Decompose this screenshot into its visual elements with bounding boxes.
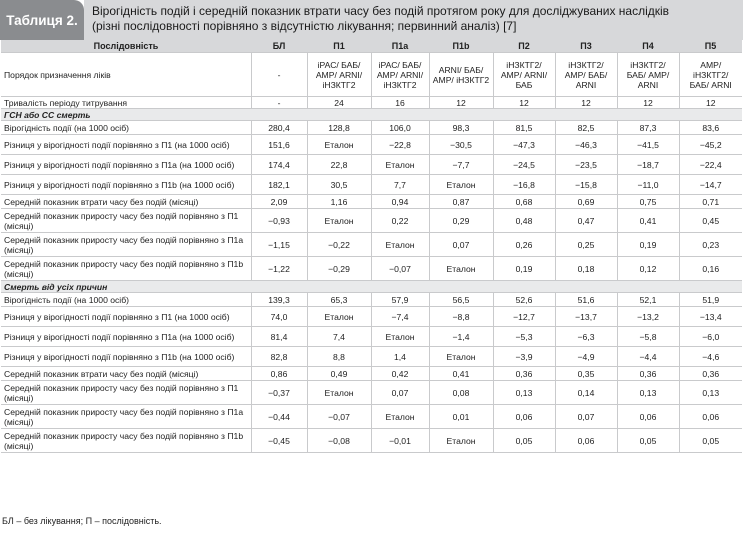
duration-row [1,97,742,109]
table-cell: 0,36 [617,367,679,381]
table-cell: −6,3 [555,327,617,347]
table-cell: 0,94 [371,195,429,209]
row-label: Тривалість періоду титрування [1,97,251,109]
table-cell: −14,7 [679,175,742,195]
row-label: Різниця у вірогідності події порівняно з П1а (на 1000 осіб) [1,327,251,347]
table-cell: 1,4 [371,347,429,367]
table-cell: 0,13 [679,381,742,405]
table-cell: 0,41 [429,367,493,381]
table-cell: 0,13 [617,381,679,405]
table-cell: 0,22 [371,209,429,233]
table-cell: іРАС/ БАБ/ АМР/ ARNI/ іНЗКТГ2 [307,53,371,97]
table-cell: 0,05 [617,429,679,453]
table-cell: 0,19 [617,233,679,257]
table-cell: Еталон [429,347,493,367]
table-title-line-2: (різні послідовності порівняно з відсутністю лікування; первинний аналіз) [7] [92,19,517,33]
table-cell: 0,14 [555,381,617,405]
table-cell: −47,3 [493,135,555,155]
table-cell: −5,8 [617,327,679,347]
table-cell: 0,18 [555,257,617,281]
table-cell: 24 [307,97,371,109]
table-cell: −7,4 [371,307,429,327]
table-cell: Еталон [307,307,371,327]
table-row [1,367,742,381]
table-cell: 280,4 [251,121,307,135]
table-cell: 0,47 [555,209,617,233]
table-cell: −8,8 [429,307,493,327]
table-cell: −1,15 [251,233,307,257]
table-cell: −23,5 [555,155,617,175]
col-header: П4 [617,40,679,53]
table-cell: 0,48 [493,209,555,233]
table-cell: −22,8 [371,135,429,155]
data-table [1,40,742,453]
table-cell: 0,19 [493,257,555,281]
table-row [1,405,742,429]
table-cell: 0,07 [429,233,493,257]
table-cell: 0,49 [307,367,371,381]
table-cell: іНЗКТГ2/ АМР/ БАБ/ ARNI [555,53,617,97]
table-cell: 0,08 [429,381,493,405]
table-cell: 2,09 [251,195,307,209]
table-cell: 0,06 [679,405,742,429]
table-title [84,0,743,40]
table-cell: −41,5 [617,135,679,155]
col-header: Послідовність [1,40,251,53]
table-cell: 81,4 [251,327,307,347]
table-cell: −12,7 [493,307,555,327]
table-cell: −0,37 [251,381,307,405]
table-caption [0,0,743,40]
table-cell: 12 [429,97,493,109]
table-cell: −0,45 [251,429,307,453]
section-title: Смерть від усіх причин [1,281,742,293]
table-cell: −22,4 [679,155,742,175]
col-header: БЛ [251,40,307,53]
table-cell: −7,7 [429,155,493,175]
table-cell: Еталон [307,209,371,233]
table-cell: 0,05 [493,429,555,453]
table-cell: 139,3 [251,293,307,307]
table-cell: 51,9 [679,293,742,307]
table-cell: 0,26 [493,233,555,257]
row-label: Різниця у вірогідності події порівняно з П1b (на 1000 осіб) [1,347,251,367]
table-cell: −1,22 [251,257,307,281]
table-cell: −18,7 [617,155,679,175]
table-cell: 98,3 [429,121,493,135]
table-cell: −30,5 [429,135,493,155]
table-cell: 82,5 [555,121,617,135]
table-cell: 7,7 [371,175,429,195]
table-cell: 82,8 [251,347,307,367]
table-cell: −13,4 [679,307,742,327]
table-cell: Еталон [307,135,371,155]
table-cell: −13,2 [617,307,679,327]
table-title-line-1: Вірогідність подій і середній показник втрати часу без подій протягом року для досліджуваних наслідків [92,4,670,18]
table-cell: Еталон [429,257,493,281]
table-row [1,121,742,135]
table-cell: Еталон [371,405,429,429]
table-cell: 0,86 [251,367,307,381]
table-number-badge: Таблиця 2. [0,0,84,40]
table-row [1,135,742,155]
table-cell: Еталон [371,155,429,175]
order-row [1,53,742,97]
col-header: П1b [429,40,493,53]
table-cell: АМР/ іНЗКТГ2/ БАБ/ ARNI [679,53,742,97]
table-cell: 0,68 [493,195,555,209]
table-cell: −13,7 [555,307,617,327]
row-label: Вірогідність події (на 1000 осіб) [1,121,251,135]
row-label: Порядок призначення ліків [1,53,251,97]
table-cell: −45,2 [679,135,742,155]
table-cell: 74,0 [251,307,307,327]
table-cell: 0,06 [617,405,679,429]
table-cell: 0,75 [617,195,679,209]
table-cell: −1,4 [429,327,493,347]
row-label: Середній показник втрати часу без подій (місяці) [1,367,251,381]
table-cell: 182,1 [251,175,307,195]
table-cell: Еталон [371,327,429,347]
table-cell: −0,01 [371,429,429,453]
table-cell: 0,01 [429,405,493,429]
table-cell: - [251,97,307,109]
section-header-row [1,109,742,121]
section-title: ГСН або СС смерть [1,109,742,121]
table-cell: 83,6 [679,121,742,135]
table-row [1,381,742,405]
row-label: Середній показник приросту часу без подій порівняно з П1b (місяці) [1,257,251,281]
row-label: Різниця у вірогідності події порівняно з П1b (на 1000 осіб) [1,175,251,195]
table-cell: 7,4 [307,327,371,347]
table-cell: 0,13 [493,381,555,405]
row-label: Середній показник приросту часу без подій порівняно з П1 (місяці) [1,381,251,405]
table-cell: 0,36 [493,367,555,381]
table-cell: 12 [493,97,555,109]
table-cell: 0,45 [679,209,742,233]
table-cell: −46,3 [555,135,617,155]
table-cell: 151,6 [251,135,307,155]
table-cell: 12 [555,97,617,109]
table-cell: 0,41 [617,209,679,233]
table-cell: 52,1 [617,293,679,307]
row-label: Середній показник втрати часу без подій (місяці) [1,195,251,209]
table-cell: 174,4 [251,155,307,175]
table-cell: −4,6 [679,347,742,367]
table-cell: −0,44 [251,405,307,429]
table-row [1,307,742,327]
col-header: П5 [679,40,742,53]
table-cell: −0,07 [307,405,371,429]
table-cell: 0,35 [555,367,617,381]
table-row [1,327,742,347]
table-cell: 12 [617,97,679,109]
table-cell: 0,87 [429,195,493,209]
row-label: Середній показник приросту часу без подій порівняно з П1а (місяці) [1,405,251,429]
table-cell: 0,29 [429,209,493,233]
table-cell: 0,36 [679,367,742,381]
table-cell: 0,06 [493,405,555,429]
table-cell: - [251,53,307,97]
table-cell: 57,9 [371,293,429,307]
table-cell: 22,8 [307,155,371,175]
table-cell: −0,93 [251,209,307,233]
table-cell: 51,6 [555,293,617,307]
table-cell: 0,07 [555,405,617,429]
table-row [1,175,742,195]
table-cell: 106,0 [371,121,429,135]
table-cell: −4,9 [555,347,617,367]
table-cell: −5,3 [493,327,555,347]
row-label: Різниця у вірогідності події порівняно з П1 (на 1000 осіб) [1,135,251,155]
table-cell: 0,71 [679,195,742,209]
table-cell: 0,69 [555,195,617,209]
table-cell: іРАС/ БАБ/ АМР/ ARNI/ іНЗКТГ2 [371,53,429,97]
table-cell: −0,07 [371,257,429,281]
table-cell: 8,8 [307,347,371,367]
table-cell: 0,05 [679,429,742,453]
table-cell: іНЗКТГ2/ АМР/ ARNI/ БАБ [493,53,555,97]
table-cell: −24,5 [493,155,555,175]
table-cell: 56,5 [429,293,493,307]
table-cell: 30,5 [307,175,371,195]
header-row [1,40,742,53]
table-cell: −0,29 [307,257,371,281]
table-row [1,293,742,307]
table-cell: 1,16 [307,195,371,209]
table-cell: −0,22 [307,233,371,257]
table-cell: Еталон [371,233,429,257]
table-cell: 0,07 [371,381,429,405]
section-header-row [1,281,742,293]
col-header: П1а [371,40,429,53]
table-cell: Еталон [429,175,493,195]
table-cell: 0,06 [555,429,617,453]
table-row [1,429,742,453]
table-cell: −16,8 [493,175,555,195]
table-cell: іНЗКТГ2/ БАБ/ АМР/ ARNI [617,53,679,97]
row-label: Вірогідність події (на 1000 осіб) [1,293,251,307]
table-cell: Еталон [307,381,371,405]
table-cell: −11,0 [617,175,679,195]
table-cell: −0,08 [307,429,371,453]
footnote: БЛ – без лікування; П – послідовність. [2,516,162,526]
col-header: П2 [493,40,555,53]
table-row [1,257,742,281]
row-label: Різниця у вірогідності події порівняно з П1 (на 1000 осіб) [1,307,251,327]
table-cell: 0,42 [371,367,429,381]
row-label: Середній показник приросту часу без подій порівняно з П1а (місяці) [1,233,251,257]
table-cell: 0,23 [679,233,742,257]
table-cell: −3,9 [493,347,555,367]
table-cell: 87,3 [617,121,679,135]
table-cell: 12 [679,97,742,109]
table-cell: 16 [371,97,429,109]
table-cell: ARNI/ БАБ/ АМР/ іНЗКТГ2 [429,53,493,97]
table-cell: 0,25 [555,233,617,257]
table-cell: 0,16 [679,257,742,281]
table-cell: Еталон [429,429,493,453]
row-label: Різниця у вірогідності події порівняно з П1а (на 1000 осіб) [1,155,251,175]
table-row [1,233,742,257]
table-cell: 65,3 [307,293,371,307]
table-cell: 81,5 [493,121,555,135]
col-header: П1 [307,40,371,53]
table-cell: −6,0 [679,327,742,347]
row-label: Середній показник приросту часу без подій порівняно з П1 (місяці) [1,209,251,233]
table-cell: 52,6 [493,293,555,307]
table-cell: −4,4 [617,347,679,367]
table-row [1,209,742,233]
table-cell: −15,8 [555,175,617,195]
table-row [1,195,742,209]
table-row [1,347,742,367]
row-label: Середній показник приросту часу без подій порівняно з П1b (місяці) [1,429,251,453]
table-cell: 0,12 [617,257,679,281]
col-header: П3 [555,40,617,53]
table-cell: 128,8 [307,121,371,135]
table-row [1,155,742,175]
